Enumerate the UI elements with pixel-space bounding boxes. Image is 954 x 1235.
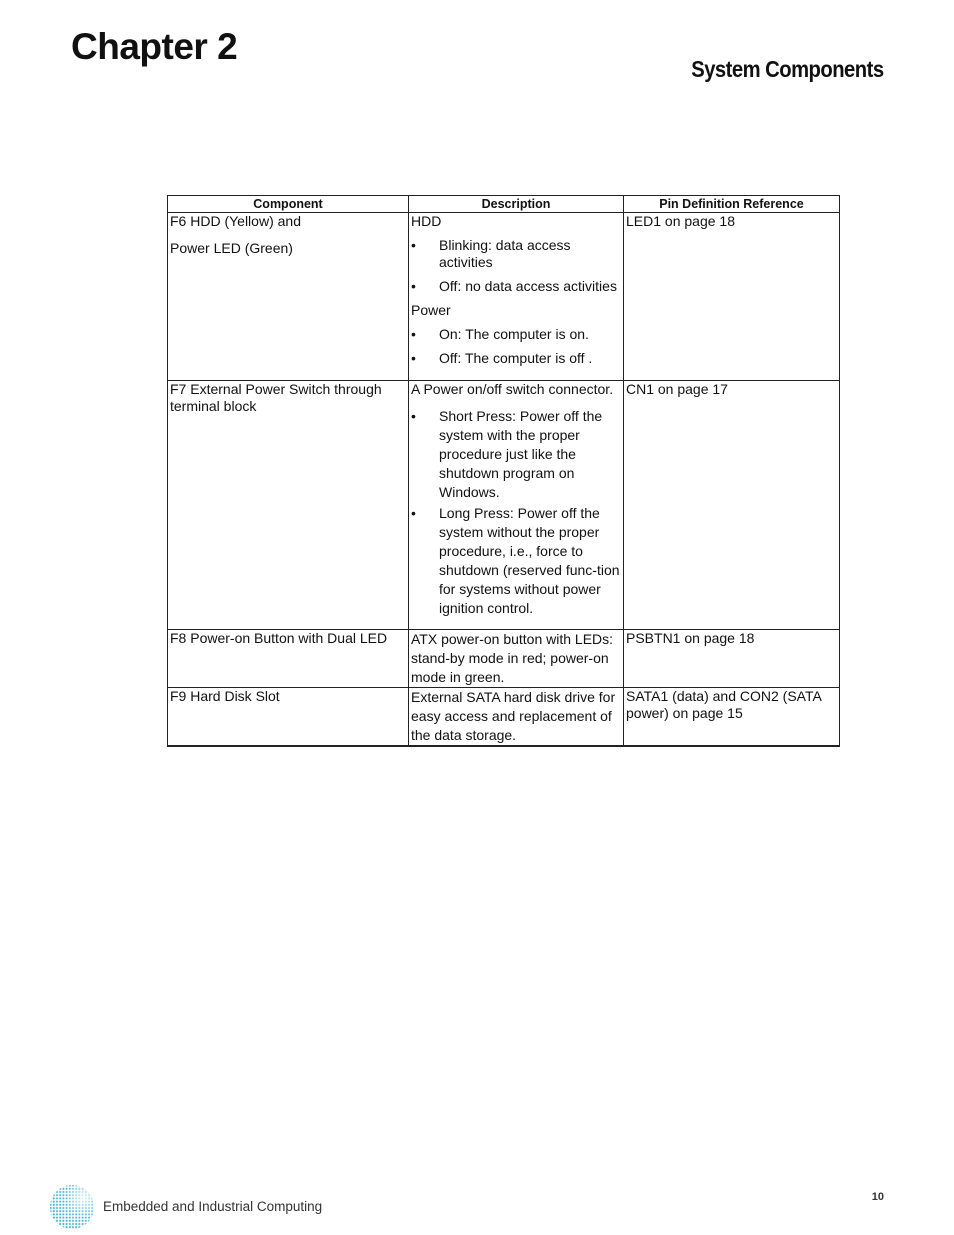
dotted-globe-logo-icon [49, 1184, 95, 1230]
description-cell [409, 381, 624, 630]
reference-cell: CN1 on page 17 [624, 381, 840, 630]
bullet-item: • Long Press: Power off the system without the proper procedure, i.e., force to shutdown (reserved func-tion for systems without power ignition control. [411, 504, 621, 618]
column-header-reference: Pin Definition Reference [624, 196, 840, 213]
component-cell: F9 Hard Disk Slot [168, 688, 409, 747]
column-header-component: Component [168, 196, 409, 213]
column-header-description: Description [409, 196, 624, 213]
reference-cell: PSBTN1 on page 18 [624, 630, 840, 688]
bullet-item: • Blinking: data access activities [411, 237, 621, 271]
table-row [168, 381, 840, 630]
chapter-title: Chapter 2 [71, 26, 238, 67]
section-title: System Components [691, 56, 884, 82]
component-cell: F7 External Power Switch through terminal block [168, 381, 409, 630]
footer-company-text: Embedded and Industrial Computing [103, 1199, 323, 1214]
bullet-item: • Off: The computer is off . [411, 350, 621, 367]
bullet-item: • Off: no data access activities [411, 278, 621, 295]
component-cell: F8 Power-on Button with Dual LED [168, 630, 409, 688]
page-number: 10 [871, 1191, 884, 1203]
components-table [167, 195, 840, 747]
table-header-row [168, 196, 840, 213]
bullet-item: • Short Press: Power off the system with the proper procedure just like the shutdown program on Windows. [411, 407, 621, 502]
component-cell [168, 213, 409, 381]
description-intro: A Power on/off switch connector. [411, 381, 614, 397]
table-row [168, 213, 840, 381]
description-cell: External SATA hard disk drive for easy access and replacement of the data storage. [409, 688, 624, 747]
description-cell [409, 213, 624, 381]
component-line: Power LED (Green) [170, 240, 293, 256]
description-cell: ATX power-on button with LEDs: stand-by mode in red; power-on mode in green. [409, 630, 624, 688]
reference-cell: SATA1 (data) and CON2 (SATA power) on page 15 [624, 688, 840, 747]
reference-cell: LED1 on page 18 [624, 213, 840, 381]
description-label: Power [411, 302, 451, 318]
table-row [168, 688, 840, 747]
component-line: F6 HDD (Yellow) and [170, 213, 301, 229]
bullet-item: • On: The computer is on. [411, 326, 621, 343]
table-row [168, 630, 840, 688]
description-label: HDD [411, 213, 442, 229]
